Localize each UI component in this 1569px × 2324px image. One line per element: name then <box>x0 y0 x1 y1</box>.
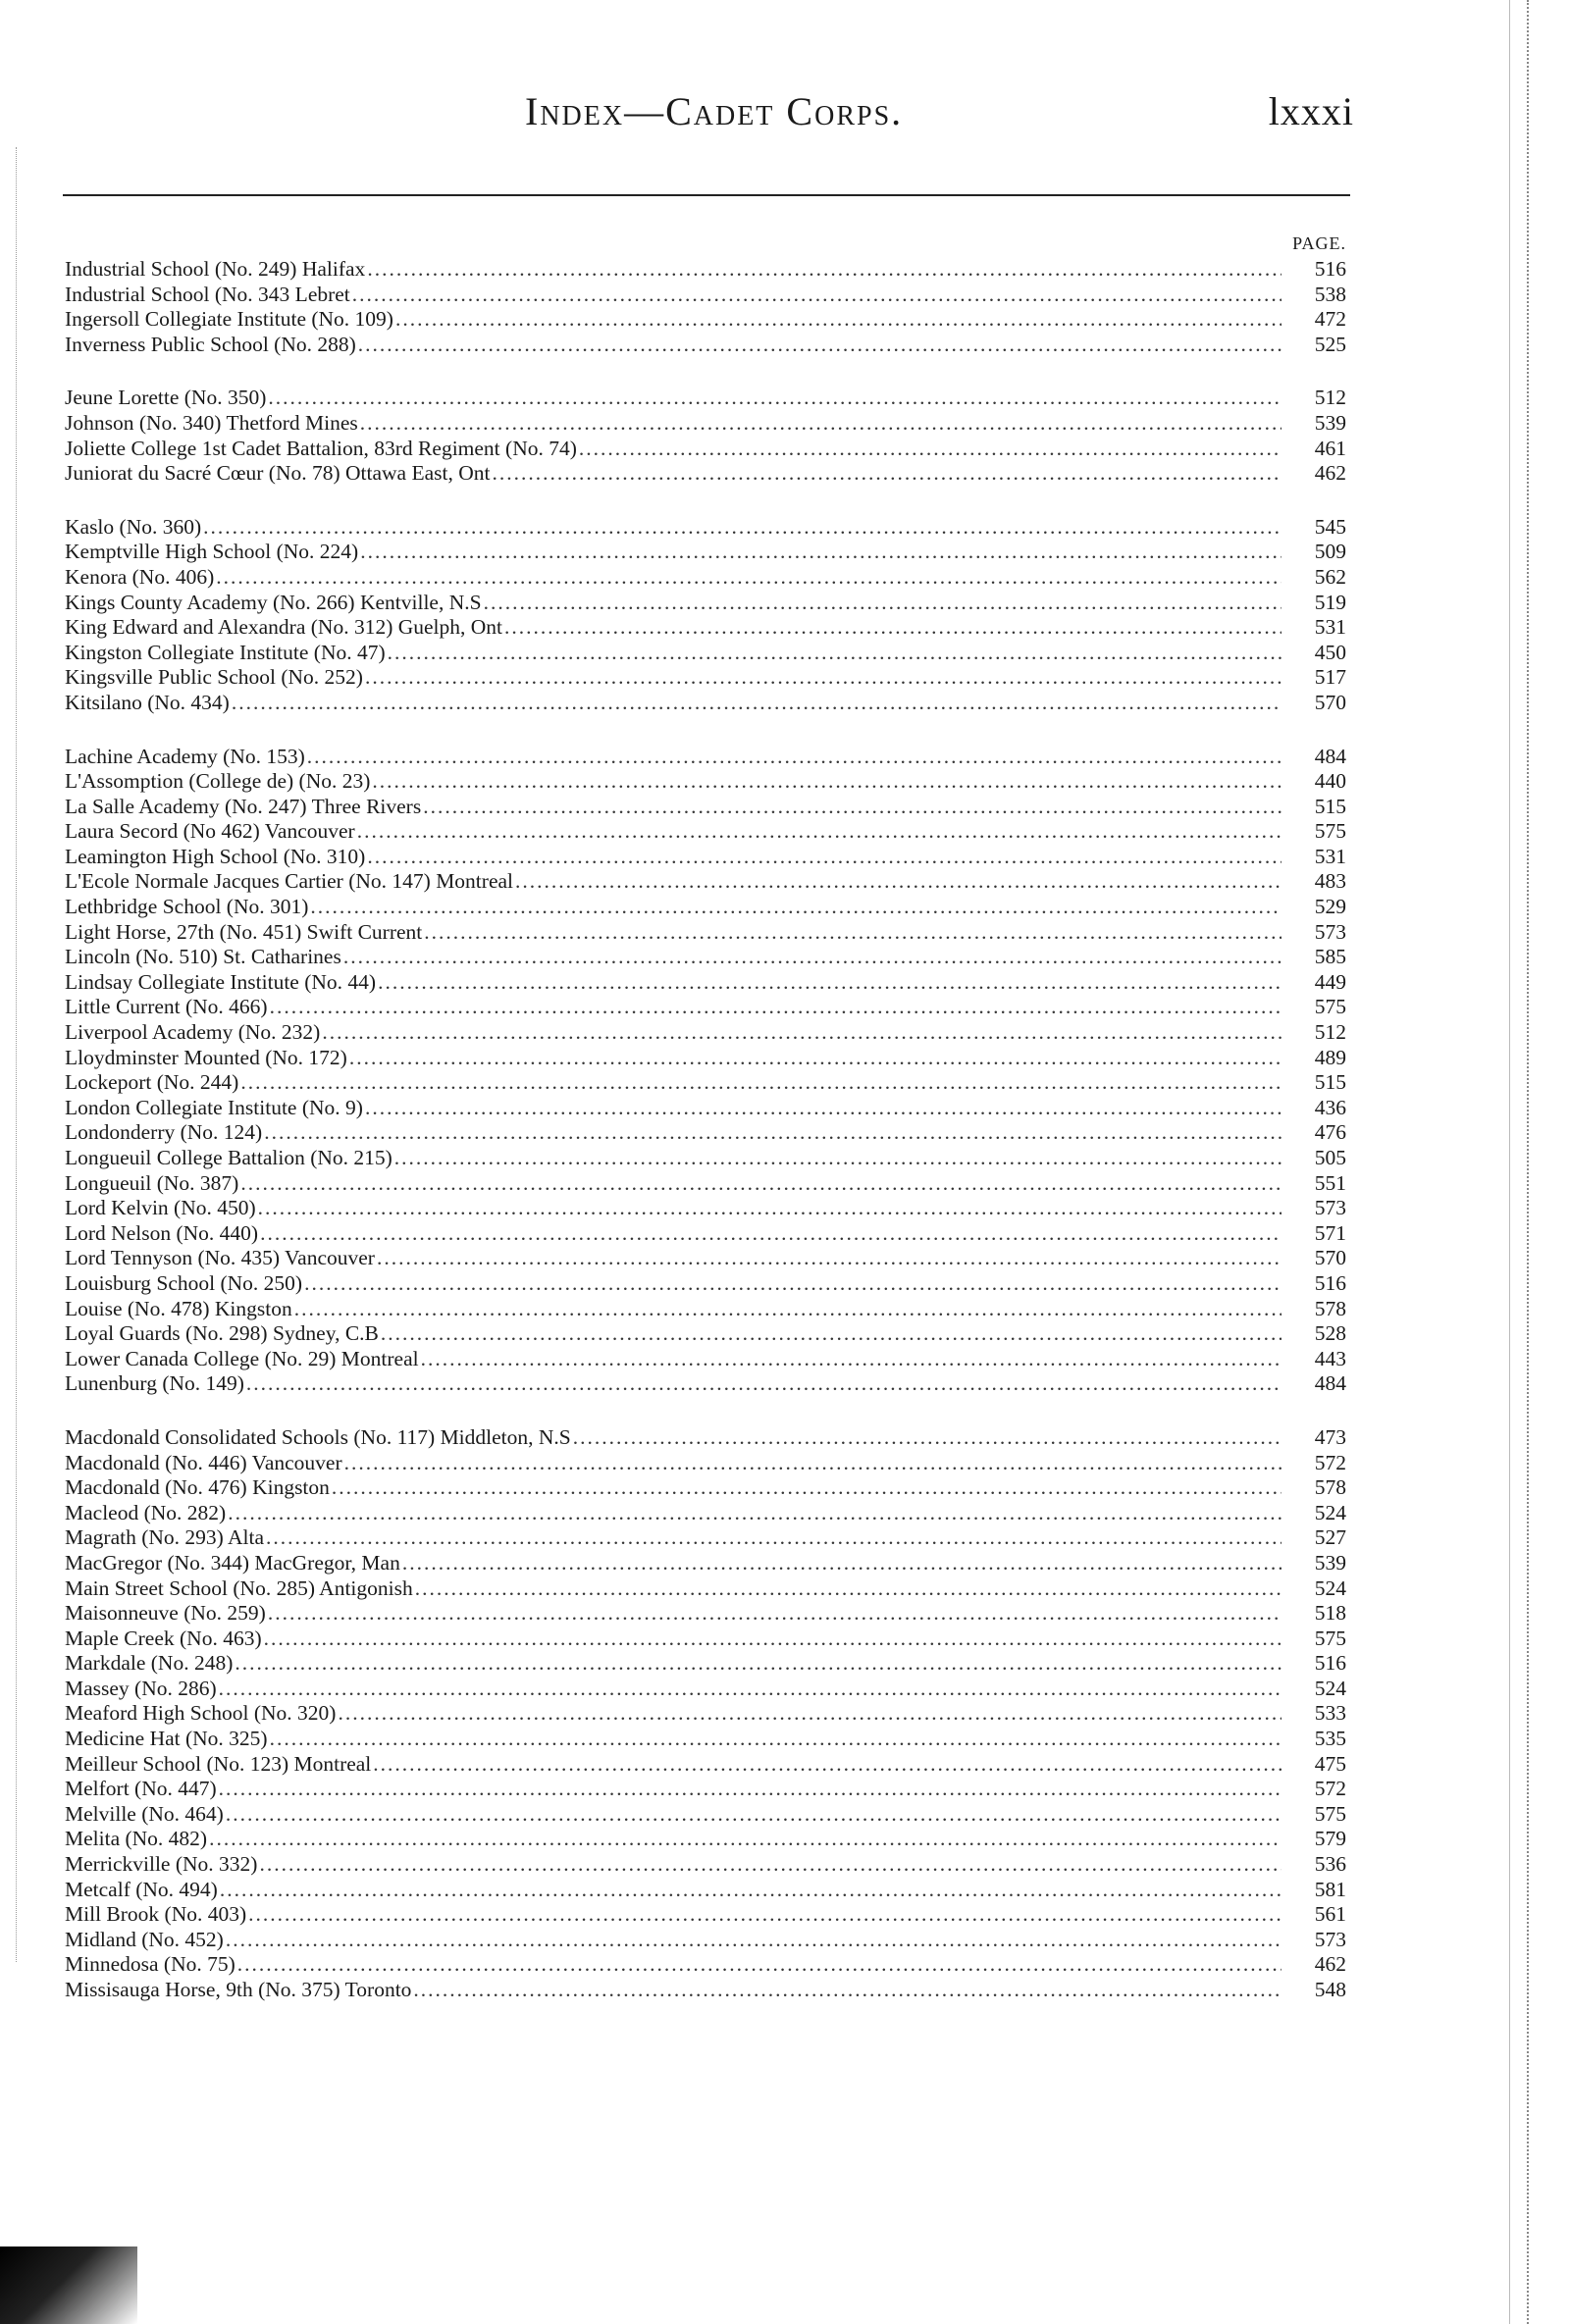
index-entry <box>65 1425 1346 1451</box>
index-entry <box>65 386 1346 411</box>
index-entry <box>65 1297 1346 1322</box>
index-group <box>65 257 1346 357</box>
entry-name: Macdonald (No. 476) Kingston <box>65 1475 330 1500</box>
entry-page-number: 551 <box>1314 1170 1346 1195</box>
dot-leader <box>349 1046 1281 1071</box>
entry-page-number: 533 <box>1314 1701 1346 1726</box>
dot-leader <box>352 283 1281 308</box>
entry-page-number: 575 <box>1314 819 1346 844</box>
index-entry <box>65 283 1346 308</box>
dot-leader <box>493 461 1282 487</box>
entry-name: Ingersoll Collegiate Institute (No. 109) <box>65 307 393 332</box>
entry-name: Lord Tennyson (No. 435) Vancouver <box>65 1246 375 1270</box>
index-entry <box>65 1651 1346 1677</box>
index-entry <box>65 615 1346 641</box>
index-entry <box>65 945 1346 970</box>
dot-leader <box>268 386 1281 411</box>
dot-leader <box>579 437 1281 462</box>
entry-page-number: 535 <box>1314 1727 1346 1751</box>
dot-leader <box>235 1651 1281 1677</box>
entry-page-number: 571 <box>1314 1220 1346 1245</box>
index-entry <box>65 1020 1346 1046</box>
index-entry <box>65 1827 1346 1852</box>
dot-leader <box>203 515 1281 541</box>
entry-page-number: 440 <box>1314 769 1346 794</box>
entry-page-number: 524 <box>1314 1500 1346 1524</box>
entry-page-number: 527 <box>1314 1525 1346 1550</box>
dot-leader <box>388 641 1281 666</box>
index-entry <box>65 333 1346 358</box>
entry-name: Melita (No. 482) <box>65 1827 208 1851</box>
entry-name: Industrial School (No. 343 Lebret <box>65 282 350 306</box>
entry-name: Lord Nelson (No. 440) <box>65 1220 259 1245</box>
dot-leader <box>484 591 1281 616</box>
index-entry <box>65 1371 1346 1397</box>
index-entry <box>65 1551 1346 1576</box>
entry-name: Medicine Hat (No. 325) <box>65 1727 268 1751</box>
dot-leader <box>365 1096 1281 1121</box>
index-list <box>65 257 1346 2032</box>
entry-name: Massey (No. 286) <box>65 1676 217 1700</box>
dot-leader <box>504 615 1281 641</box>
entry-page-number: 484 <box>1314 744 1346 768</box>
entry-name: Kings County Academy (No. 266) Kentville, N.S <box>65 590 482 614</box>
dot-leader <box>294 1297 1281 1322</box>
index-entry <box>65 665 1346 691</box>
entry-page-number: 461 <box>1314 436 1346 460</box>
index-entry <box>65 1852 1346 1878</box>
dot-leader <box>365 665 1281 691</box>
dot-leader <box>372 769 1281 795</box>
dot-leader <box>343 945 1281 970</box>
index-entry <box>65 1802 1346 1828</box>
page-column-label: PAGE. <box>1292 233 1346 253</box>
entry-name: Metcalf (No. 494) <box>65 1877 218 1901</box>
entry-page-number: 516 <box>1314 257 1346 281</box>
entry-page-number: 570 <box>1314 1246 1346 1270</box>
index-entry <box>65 1246 1346 1271</box>
entry-name: Lunenburg (No. 149) <box>65 1371 244 1396</box>
entry-name: Mill Brook (No. 403) <box>65 1902 247 1927</box>
entry-page-number: 515 <box>1314 1070 1346 1095</box>
entry-name: Juniorat du Sacré Cœur (No. 78) Ottawa East, Ont <box>65 461 491 486</box>
entry-name: Liverpool Academy (No. 232) <box>65 1020 321 1045</box>
entry-name: Maple Creek (No. 463) <box>65 1626 262 1650</box>
entry-page-number: 516 <box>1314 1651 1346 1676</box>
index-entry <box>65 819 1346 845</box>
index-group <box>65 1425 1346 2003</box>
entry-page-number: 578 <box>1314 1475 1346 1500</box>
entry-name: Meilleur School (No. 123) Montreal <box>65 1751 372 1776</box>
index-entry <box>65 795 1346 820</box>
dot-leader <box>226 1928 1281 1953</box>
index-entry <box>65 515 1346 541</box>
dot-leader <box>226 1802 1281 1828</box>
index-group <box>65 745 1346 1397</box>
index-group <box>65 386 1346 486</box>
entry-name: Lower Canada College (No. 29) Montreal <box>65 1346 419 1370</box>
entry-page-number: 462 <box>1314 461 1346 486</box>
page-title: Index—Cadet Corps. <box>525 89 904 133</box>
index-entry <box>65 1501 1346 1526</box>
index-entry <box>65 257 1346 283</box>
dot-leader <box>338 1701 1281 1727</box>
index-entry <box>65 1171 1346 1197</box>
entry-name: Maisonneuve (No. 259) <box>65 1601 266 1626</box>
dot-leader <box>266 1525 1281 1551</box>
index-entry <box>65 995 1346 1020</box>
dot-leader <box>413 1978 1281 2003</box>
entry-name: Kingsville Public School (No. 252) <box>65 665 363 690</box>
scan-shadow <box>0 2247 137 2324</box>
entry-page-number: 531 <box>1314 615 1346 640</box>
index-entry <box>65 845 1346 870</box>
entry-name: Lethbridge School (No. 301) <box>65 895 309 919</box>
index-entry <box>65 769 1346 795</box>
dot-leader <box>357 819 1281 845</box>
entry-page-number: 484 <box>1314 1371 1346 1396</box>
entry-page-number: 572 <box>1314 1777 1346 1801</box>
dot-leader <box>378 970 1281 996</box>
entry-name: Lindsay Collegiate Institute (No. 44) <box>65 969 377 994</box>
entry-page-number: 505 <box>1314 1146 1346 1169</box>
index-entry <box>65 591 1346 616</box>
index-entry <box>65 411 1346 437</box>
entry-name: Midland (No. 452) <box>65 1927 224 1951</box>
entry-page-number: 539 <box>1314 1550 1346 1575</box>
index-entry <box>65 1146 1346 1171</box>
dot-leader <box>332 1475 1281 1501</box>
dot-leader <box>310 895 1281 920</box>
entry-page-number: 509 <box>1314 540 1346 564</box>
entry-page-number: 436 <box>1314 1095 1346 1119</box>
dot-leader <box>377 1246 1281 1271</box>
entry-page-number: 531 <box>1314 844 1346 868</box>
index-entry <box>65 1902 1346 1928</box>
entry-name: Kemptville High School (No. 224) <box>65 540 359 564</box>
dot-leader <box>216 565 1281 591</box>
dot-leader <box>394 1146 1281 1171</box>
index-entry <box>65 1752 1346 1778</box>
entry-page-number: 573 <box>1314 1927 1346 1951</box>
entry-name: MacGregor (No. 344) MacGregor, Man <box>65 1550 400 1575</box>
dot-leader <box>219 1677 1281 1702</box>
entry-name: Markdale (No. 248) <box>65 1651 234 1676</box>
index-entry <box>65 1347 1346 1372</box>
entry-name: Little Current (No. 466) <box>65 995 268 1019</box>
entry-name: Macleod (No. 282) <box>65 1500 227 1524</box>
dot-leader <box>421 1347 1281 1372</box>
index-entry <box>65 1070 1346 1096</box>
dot-leader <box>240 1171 1281 1197</box>
entry-name: Kenora (No. 406) <box>65 564 215 589</box>
entry-page-number: 524 <box>1314 1676 1346 1700</box>
entry-name: Macdonald Consolidated Schools (No. 117) Middleton, N.S <box>65 1424 571 1449</box>
entry-name: King Edward and Alexandra (No. 312) Guelph, Ont <box>65 615 503 640</box>
entry-name: Loyal Guards (No. 298) Sydney, C.B <box>65 1321 379 1346</box>
entry-name: Magrath (No. 293) Alta <box>65 1525 265 1550</box>
index-entry <box>65 920 1346 946</box>
dot-leader <box>220 1878 1281 1903</box>
index-entry <box>65 540 1346 565</box>
dot-leader <box>260 1221 1281 1247</box>
entry-name: Meaford High School (No. 320) <box>65 1701 337 1726</box>
entry-page-number: 573 <box>1314 1196 1346 1220</box>
index-entry <box>65 641 1346 666</box>
index-entry <box>65 1475 1346 1501</box>
entry-page-number: 512 <box>1314 386 1346 410</box>
entry-name: La Salle Academy (No. 247) Three Rivers <box>65 794 422 818</box>
index-entry <box>65 1701 1346 1727</box>
entry-name: Londonderry (No. 124) <box>65 1120 263 1145</box>
entry-name: Johnson (No. 340) Thetford Mines <box>65 410 358 435</box>
entry-name: London Collegiate Institute (No. 9) <box>65 1095 363 1119</box>
index-entry <box>65 1777 1346 1802</box>
entry-page-number: 515 <box>1314 794 1346 818</box>
dot-leader <box>246 1371 1281 1397</box>
dot-leader <box>248 1902 1281 1928</box>
entry-page-number: 562 <box>1314 564 1346 589</box>
entry-page-number: 575 <box>1314 1626 1346 1650</box>
entry-page-number: 517 <box>1314 665 1346 690</box>
dot-leader <box>573 1425 1281 1451</box>
entry-name: Joliette College 1st Cadet Battalion, 83rd Regiment (No. 74) <box>65 436 577 460</box>
entry-page-number: 578 <box>1314 1296 1346 1320</box>
entry-page-number: 462 <box>1314 1952 1346 1977</box>
dot-leader <box>360 540 1281 565</box>
dot-leader <box>367 257 1281 283</box>
dot-leader <box>232 691 1281 716</box>
dot-leader <box>515 869 1281 895</box>
entry-name: Inverness Public School (No. 288) <box>65 332 356 356</box>
entry-page-number: 538 <box>1314 282 1346 306</box>
index-entry <box>65 307 1346 333</box>
dot-leader <box>395 307 1281 333</box>
binding-edge <box>0 147 17 1962</box>
entry-name: Light Horse, 27th (No. 451) Swift Current <box>65 919 423 944</box>
entry-name: Longueuil (No. 387) <box>65 1170 239 1195</box>
entry-page-number: 548 <box>1314 1978 1346 2001</box>
index-group <box>65 515 1346 716</box>
dot-leader <box>304 1271 1281 1297</box>
entry-name: Louise (No. 478) Kingston <box>65 1296 292 1320</box>
dot-leader <box>258 1196 1281 1221</box>
entry-name: Lloydminster Mounted (No. 172) <box>65 1045 347 1069</box>
index-entry <box>65 1952 1346 1978</box>
index-entry <box>65 1451 1346 1476</box>
dot-leader <box>237 1952 1281 1978</box>
entry-page-number: 573 <box>1314 919 1346 944</box>
dot-leader <box>270 995 1281 1020</box>
entry-name: Leamington High School (No. 310) <box>65 844 366 868</box>
entry-name: Kingston Collegiate Institute (No. 47) <box>65 640 386 664</box>
entry-name: Merrickville (No. 332) <box>65 1852 258 1877</box>
entry-page-number: 525 <box>1314 332 1346 356</box>
entry-page-number: 575 <box>1314 995 1346 1019</box>
dot-leader <box>307 745 1281 770</box>
entry-name: Kaslo (No. 360) <box>65 514 202 539</box>
dot-leader <box>264 1120 1281 1146</box>
entry-name: Jeune Lorette (No. 350) <box>65 386 267 410</box>
index-entry <box>65 1321 1346 1347</box>
entry-page-number: 512 <box>1314 1020 1346 1045</box>
entry-page-number: 545 <box>1314 514 1346 539</box>
running-header <box>59 88 1354 157</box>
entry-page-number: 516 <box>1314 1270 1346 1295</box>
entry-name: Lockeport (No. 244) <box>65 1070 239 1095</box>
entry-name: Missisauga Horse, 9th (No. 375) Toronto <box>65 1978 412 2001</box>
dot-leader <box>360 411 1281 437</box>
index-entry <box>65 1627 1346 1652</box>
entry-name: Kitsilano (No. 434) <box>65 690 230 714</box>
index-entry <box>65 1221 1346 1247</box>
entry-name: Lord Kelvin (No. 450) <box>65 1196 256 1220</box>
entry-page-number: 518 <box>1314 1601 1346 1626</box>
entry-page-number: 483 <box>1314 869 1346 894</box>
dot-leader <box>344 1451 1281 1476</box>
entry-name: Lachine Academy (No. 153) <box>65 744 305 768</box>
index-entry <box>65 1525 1346 1551</box>
entry-page-number: 539 <box>1314 410 1346 435</box>
index-entry <box>65 691 1346 716</box>
index-entry <box>65 1196 1346 1221</box>
dot-leader <box>240 1070 1281 1096</box>
dot-leader <box>423 795 1281 820</box>
entry-name: L'Ecole Normale Jacques Cartier (No. 147) Montreal <box>65 869 514 894</box>
index-entry <box>65 1878 1346 1903</box>
entry-page-number: 579 <box>1314 1827 1346 1851</box>
index-entry <box>65 1576 1346 1602</box>
index-entry <box>65 895 1346 920</box>
entry-name: Macdonald (No. 446) Vancouver <box>65 1450 342 1474</box>
entry-page-number: 473 <box>1314 1424 1346 1449</box>
index-entry <box>65 1677 1346 1702</box>
entry-page-number: 524 <box>1314 1575 1346 1600</box>
dot-leader <box>424 920 1281 946</box>
index-entry <box>65 1727 1346 1752</box>
dot-leader <box>402 1551 1281 1576</box>
entry-page-number: 575 <box>1314 1801 1346 1826</box>
header-rule <box>63 194 1350 196</box>
entry-name: Industrial School (No. 249) Halifax <box>65 257 366 281</box>
entry-page-number: 472 <box>1314 307 1346 332</box>
index-entry <box>65 1046 1346 1071</box>
entry-page-number: 585 <box>1314 945 1346 969</box>
entry-name: Main Street School (No. 285) Antigonish <box>65 1575 413 1600</box>
entry-name: Lincoln (No. 510) St. Catharines <box>65 945 341 969</box>
dot-leader <box>259 1852 1281 1878</box>
dot-leader <box>415 1576 1281 1602</box>
entry-name: Melville (No. 464) <box>65 1801 224 1826</box>
entry-page-number: 561 <box>1314 1902 1346 1927</box>
dot-leader <box>381 1321 1281 1347</box>
entry-page-number: 519 <box>1314 590 1346 614</box>
entry-name: Longueuil College Battalion (No. 215) <box>65 1146 392 1169</box>
dot-leader <box>373 1752 1281 1778</box>
entry-page-number: 475 <box>1314 1751 1346 1776</box>
entry-page-number: 443 <box>1314 1346 1346 1370</box>
dot-leader <box>358 333 1281 358</box>
index-entry <box>65 461 1346 487</box>
index-entry <box>65 437 1346 462</box>
entry-page-number: 476 <box>1314 1120 1346 1145</box>
entry-page-number: 449 <box>1314 969 1346 994</box>
index-entry <box>65 1271 1346 1297</box>
entry-page-number: 529 <box>1314 895 1346 919</box>
page-edge-dots <box>1527 0 1530 2324</box>
index-entry <box>65 1978 1346 2003</box>
entry-page-number: 450 <box>1314 640 1346 664</box>
entry-page-number: 536 <box>1314 1852 1346 1877</box>
index-entry <box>65 745 1346 770</box>
entry-page-number: 489 <box>1314 1045 1346 1069</box>
index-entry <box>65 1096 1346 1121</box>
dot-leader <box>219 1777 1281 1802</box>
dot-leader <box>322 1020 1281 1046</box>
dot-leader <box>264 1627 1281 1652</box>
entry-name: Louisburg School (No. 250) <box>65 1270 303 1295</box>
entry-page-number: 572 <box>1314 1450 1346 1474</box>
entry-page-number: 528 <box>1314 1321 1346 1346</box>
entry-page-number: 570 <box>1314 690 1346 714</box>
dot-leader <box>268 1601 1281 1627</box>
entry-name: L'Assomption (College de) (No. 23) <box>65 769 371 794</box>
index-entry <box>65 1120 1346 1146</box>
dot-leader <box>228 1501 1281 1526</box>
index-entry <box>65 1928 1346 1953</box>
entry-name: Melfort (No. 447) <box>65 1777 217 1801</box>
entry-page-number: 581 <box>1314 1877 1346 1901</box>
entry-name: Minnedosa (No. 75) <box>65 1952 235 1977</box>
index-entry <box>65 1601 1346 1627</box>
dot-leader <box>209 1827 1281 1852</box>
dot-leader <box>367 845 1281 870</box>
index-entry <box>65 565 1346 591</box>
dot-leader <box>270 1727 1281 1752</box>
index-entry <box>65 869 1346 895</box>
page-folio: lxxxi <box>1268 89 1354 133</box>
page-edge-line <box>1509 0 1510 2324</box>
index-entry <box>65 970 1346 996</box>
entry-name: Laura Secord (No 462) Vancouver <box>65 819 355 844</box>
